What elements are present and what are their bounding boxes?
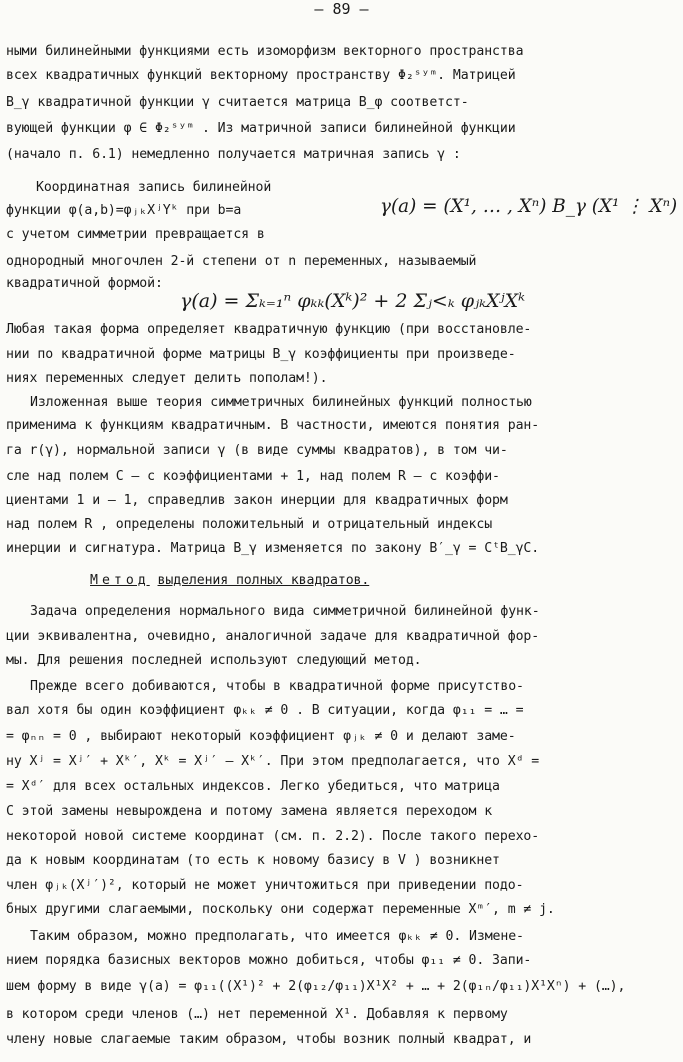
text-line: однородный многочлен 2-й степени от n переменных, называемый <box>6 254 477 269</box>
text-line: га r(γ), нормальной записи γ (в виде суммы квадратов), в том чи- <box>6 443 508 458</box>
text-line: = φₙₙ = 0 , выбирают некоторый коэффициент φⱼₖ ≠ 0 и делают заме- <box>6 729 516 744</box>
text-line: Любая такая форма определяет квадратичную функцию (при восстановле- <box>6 322 532 337</box>
text-line: да к новым координатам (то есть к новому базису в V ) возникнет <box>6 853 500 868</box>
text-line: в котором среди членов (…) нет переменной X¹. Добавляя к первому <box>6 1007 508 1022</box>
text-line: ну Xʲ = Xʲ′ + Xᵏ′, Xᵏ = Xʲ′ – Xᵏ′. При этом предполагается, что Xᵈ = <box>6 754 540 769</box>
text-line: нием порядка базисных векторов можно добиться, чтобы φ₁₁ ≠ 0. Запи- <box>6 953 532 968</box>
text-line: Изложенная выше теория симметричных билинейных функций полностью <box>30 395 532 410</box>
page-number: – 89 – <box>314 0 369 18</box>
text-line: = Xᵈ′ для всех остальных индексов. Легко убедиться, что матрица <box>6 779 500 794</box>
matrix-formula: γ(a) = (X¹, … , Xⁿ) B_γ (X¹ ⋮ Xⁿ) <box>380 196 678 217</box>
text-line: Таким образом, можно предполагать, что имеется φₖₖ ≠ 0. Измене- <box>30 929 524 944</box>
text-line: шем форму в виде γ(a) = φ₁₁((X¹)² + 2(φ₁₂/φ₁₁)X¹X² + … + 2(φ₁ₙ/φ₁₁)X¹Xⁿ) + (…), <box>6 979 626 994</box>
text-line: вующей функции φ ∈ Φ₂ˢʸᵐ . Из матричной записи билинейной функции <box>6 121 516 136</box>
text-line: Координатная запись билинейной <box>36 180 272 195</box>
text-line: сле над полем C – с коэффициентами + 1, над полем R – с коэффи- <box>6 469 500 484</box>
text-line: нии по квадратичной форме матрицы B_γ коэффициенты при произведе- <box>6 347 516 362</box>
text-line: член φⱼₖ(Xʲ′)², который не может уничтожиться при приведении подо- <box>6 878 524 893</box>
text-line: Задача определения нормального вида симметричной билинейной функ- <box>30 604 540 619</box>
text-line: применима к функциям квадратичным. В частности, имеются понятия ран- <box>6 418 540 433</box>
text-line: инерции и сигнатура. Матрица B_γ изменяется по закону B′_γ = CᵗB_γC. <box>6 541 540 556</box>
text-line: Прежде всего добиваются, чтобы в квадратичной форме присутство- <box>30 679 524 694</box>
text-line: мы. Для решения последней используют следующий метод. <box>6 653 422 668</box>
text-line: функции φ(a,b)=φⱼₖXʲYᵏ при b=a <box>6 203 242 218</box>
text-line: ции эквивалентна, очевидно, аналогичной задаче для квадратичной фор- <box>6 629 540 644</box>
quadratic-form-formula: γ(a) = Σₖ₌₁ⁿ φₖₖ(Xᵏ)² + 2 Σⱼ<ₖ φⱼₖXʲXᵏ <box>180 290 526 312</box>
text-line: ными билинейными функциями есть изоморфизм векторного пространства <box>6 44 524 59</box>
text-line: ниях переменных следует делить пополам!). <box>6 371 328 386</box>
text-line: (начало п. 6.1) немедленно получается матричная запись γ : <box>6 147 461 162</box>
section-title <box>90 571 677 590</box>
text-line: с учетом симметрии превращается в <box>6 227 265 242</box>
text-line: некоторой новой системе координат (см. п. 2.2). После такого перехо- <box>6 829 540 844</box>
text-line: C этой замены невырождена и потому замена является переходом к <box>6 804 493 819</box>
text-line: квадратичной формой: <box>6 276 163 291</box>
section-title-rest: выделения полных квадратов. <box>157 573 370 588</box>
text-line: циентами 1 и – 1, справедлив закон инерции для квадратичных форм <box>6 493 508 508</box>
text-line: члену новые слагаемые таким образом, чтобы возник полный квадрат, и <box>6 1032 532 1047</box>
text-line: над полем R , определены положительный и отрицательный индексы <box>6 517 493 532</box>
text-line: вал хотя бы один коэффициент φₖₖ ≠ 0 . В ситуации, когда φ₁₁ = … = <box>6 703 524 718</box>
section-title-prefix: Метод <box>90 573 150 588</box>
text-line: B_γ квадратичной функции γ считается матрица B_φ соответст- <box>6 95 469 110</box>
text-line: бных другими слагаемыми, поскольку они содержат переменные Xᵐ′, m ≠ j. <box>6 902 555 917</box>
text-line: всех квадратичных функций векторному пространству Φ₂ˢʸᵐ. Матрицей <box>6 68 516 83</box>
